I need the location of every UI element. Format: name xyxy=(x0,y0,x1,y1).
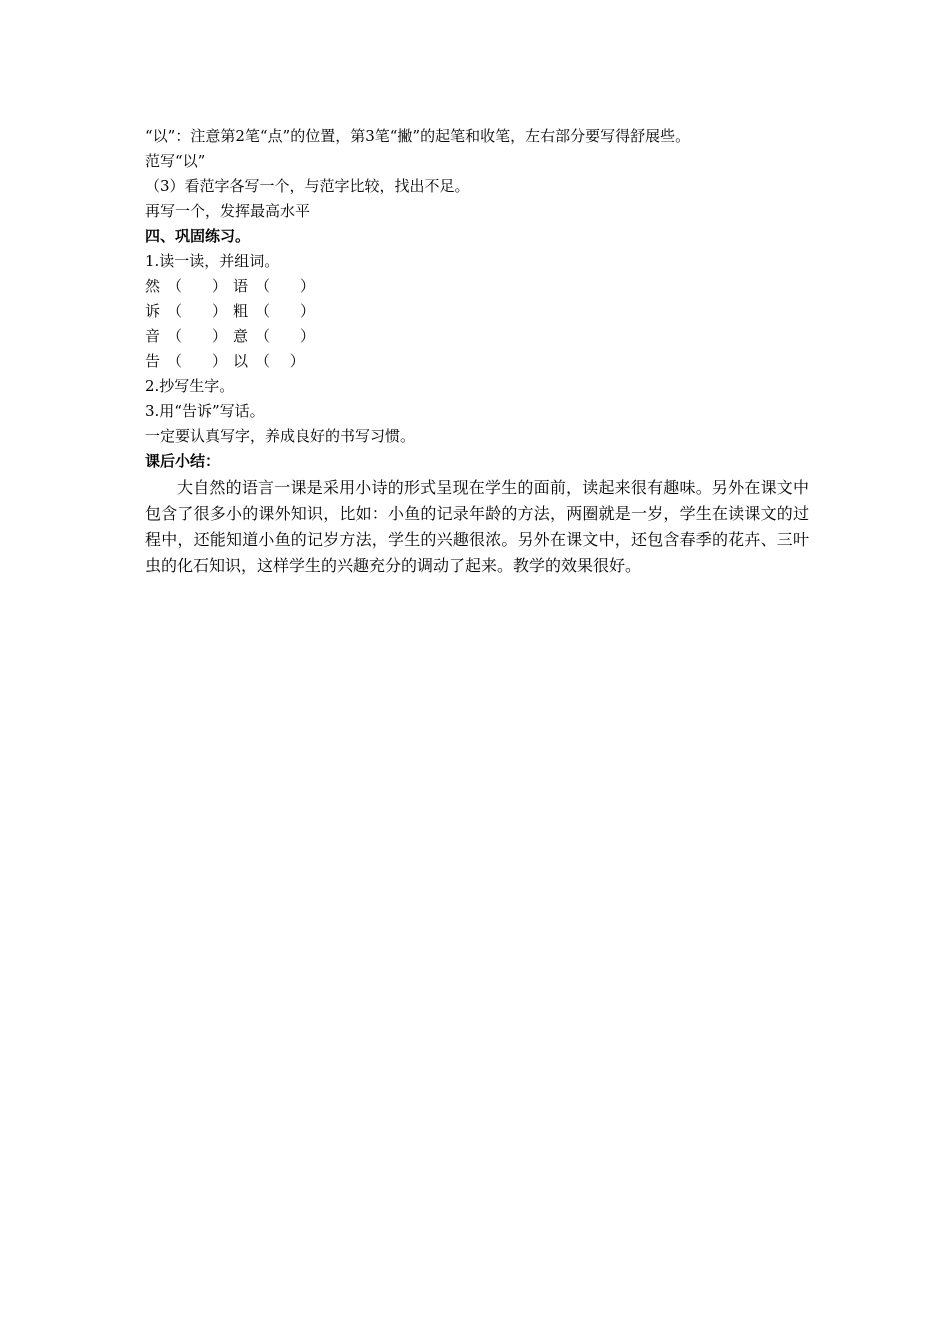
word-blank: （ ） xyxy=(167,277,228,295)
word-blank: （ ） xyxy=(167,302,228,320)
word-row xyxy=(145,324,810,349)
summary-heading: 课后小结： xyxy=(145,452,221,470)
word-row xyxy=(145,299,810,324)
word-char: 诉 xyxy=(145,302,161,320)
writing-habit-note: 一定要认真写字，养成良好的书写习惯。 xyxy=(145,427,416,445)
word-char: 音 xyxy=(145,327,161,345)
word-blank: （ ） xyxy=(255,302,316,320)
word-blank: （ ） xyxy=(167,327,228,345)
question-1: 1.读一读，并组词。 xyxy=(145,252,280,270)
word-blank: （ ） xyxy=(167,352,228,370)
word-blank: （ ） xyxy=(255,327,316,345)
word-blank: （ ） xyxy=(255,352,305,370)
question-3: 3.用“告诉”写话。 xyxy=(145,402,265,420)
question-2: 2.抄写生字。 xyxy=(145,377,235,395)
word-char: 语 xyxy=(233,277,249,295)
stroke-note-line: “以”：注意第2笔“点”的位置，第3笔“撇”的起笔和收笔，左右部分要写得舒展些。 xyxy=(145,127,691,145)
word-char: 然 xyxy=(145,277,161,295)
document-page xyxy=(145,124,810,579)
word-row xyxy=(145,274,810,299)
word-blank: （ ） xyxy=(255,277,316,295)
write-again-line: 再写一个，发挥最高水平 xyxy=(145,202,311,220)
section-heading-practice: 四、巩固练习。 xyxy=(145,227,251,245)
word-char: 粗 xyxy=(233,302,249,320)
word-char: 以 xyxy=(233,352,249,370)
word-char: 告 xyxy=(145,352,161,370)
word-row xyxy=(145,349,810,374)
word-char: 意 xyxy=(233,327,249,345)
summary-paragraph: 大自然的语言一课是采用小诗的形式呈现在学生的面前，读起来很有趣味。另外在课文中包含了很多小的课外知识，比如：小鱼的记录年龄的方法，两圈就是一岁，学生在读课文的过程中，还能知道小鱼的记岁方法，学生的兴趣很浓。另外在课文中，还包含春季的花卉、三叶虫的化石知识，这样学生的兴趣充分的调动了起来。教学的效果很好。 xyxy=(145,478,809,575)
sample-writing-line: 范写“以” xyxy=(145,152,206,170)
compare-step-line: （3）看范字各写一个，与范字比较，找出不足。 xyxy=(145,177,470,195)
